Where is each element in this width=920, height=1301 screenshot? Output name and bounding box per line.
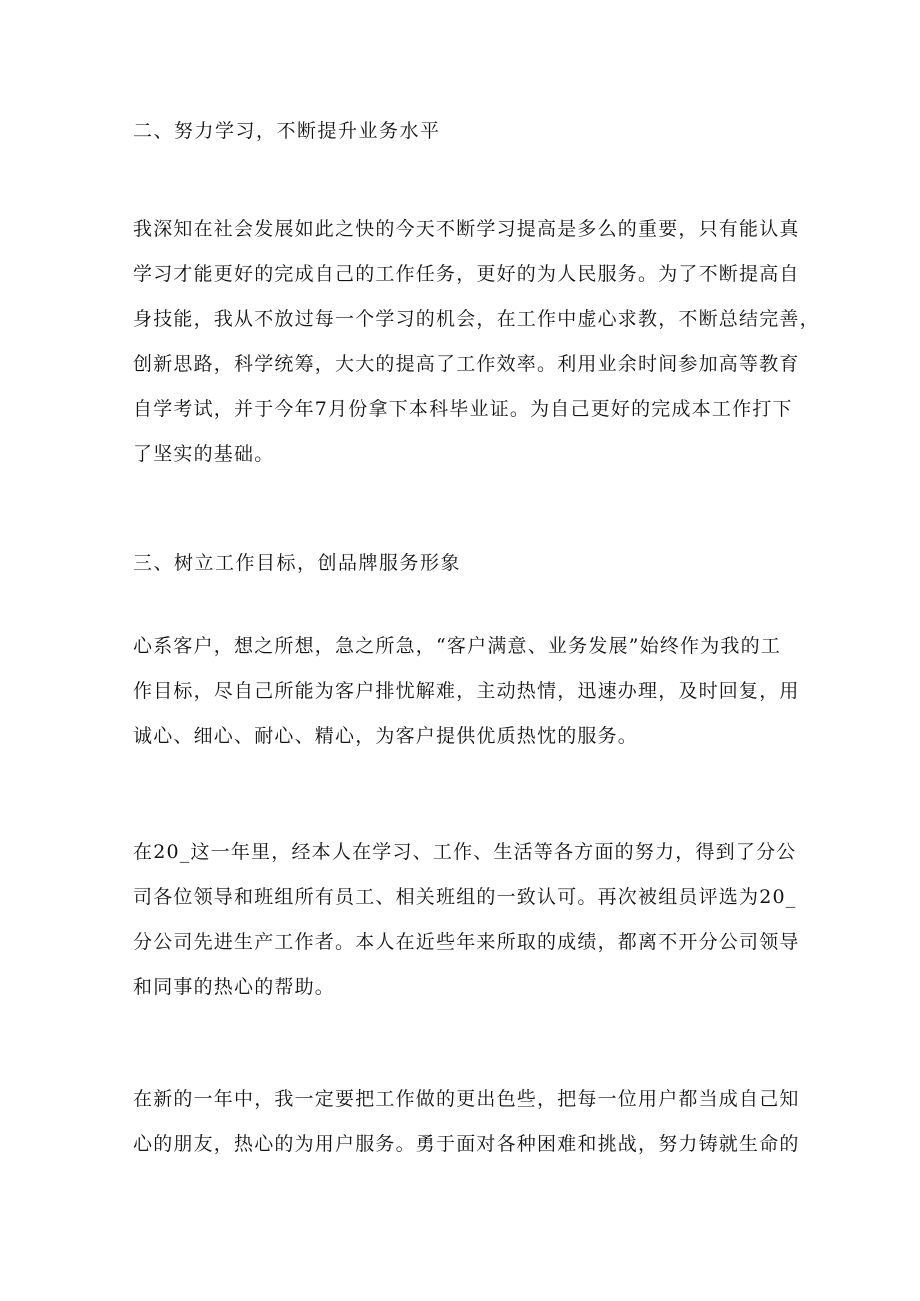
paragraph-line: 心的朋友，热心的为用户服务。勇于面对各种困难和挑战，努力铸就生命的 — [133, 1133, 800, 1155]
paragraph-line: 心系客户，想之所想，急之所急，“客户满意、业务发展”始终作为我的工 — [133, 635, 782, 657]
section-heading-2: 二、努力学习，不断提升业务水平 — [133, 120, 441, 142]
paragraph-line: 了坚实的基础。 — [133, 443, 275, 465]
paragraph-line: 学习才能更好的完成自己的工作任务，更好的为人民服务。为了不断提高自 — [133, 263, 800, 285]
paragraph-line: 创新思路，科学统筹，大大的提高了工作效率。利用业余时间参加高等教育 — [133, 353, 800, 375]
paragraph-line: 诚心、细心、耐心、精心，为客户提供优质热忱的服务。 — [133, 725, 639, 747]
paragraph-line: 身技能，我从不放过每一个学习的机会，在工作中虚心求教，不断总结完善， — [133, 308, 820, 330]
paragraph-line: 作目标，尽自己所能为客户排忧解难，主动热情，迅速办理，及时回复，用 — [133, 680, 800, 702]
paragraph-line: 我深知在社会发展如此之快的今天不断学习提高是多么的重要，只有能认真 — [133, 218, 800, 240]
paragraph-achievement — [133, 830, 800, 1010]
paragraph-line: 司各位领导和班组所有员工、相关班组的一致认可。再次被组员评选为20_ — [133, 886, 797, 908]
paragraph-customer — [133, 624, 800, 759]
paragraph-line: 在新的一年中，我一定要把工作做的更出色些，把每一位用户都当成自己知 — [133, 1088, 800, 1110]
paragraph-line: 分公司先进生产工作者。本人在近些年来所取的成绩，都离不开分公司领导 — [133, 931, 800, 953]
paragraph-study — [133, 207, 820, 477]
paragraph-new-year — [133, 1077, 800, 1167]
paragraph-line: 和同事的热心的帮助。 — [133, 976, 336, 998]
paragraph-line: 在20_这一年里，经本人在学习、工作、生活等各方面的努力，得到了分公 — [133, 841, 797, 863]
section-heading-3: 三、树立工作目标，创品牌服务形象 — [133, 552, 462, 574]
paragraph-line: 自学考试，并于今年7月份拿下本科毕业证。为自己更好的完成本工作打下 — [133, 398, 793, 420]
